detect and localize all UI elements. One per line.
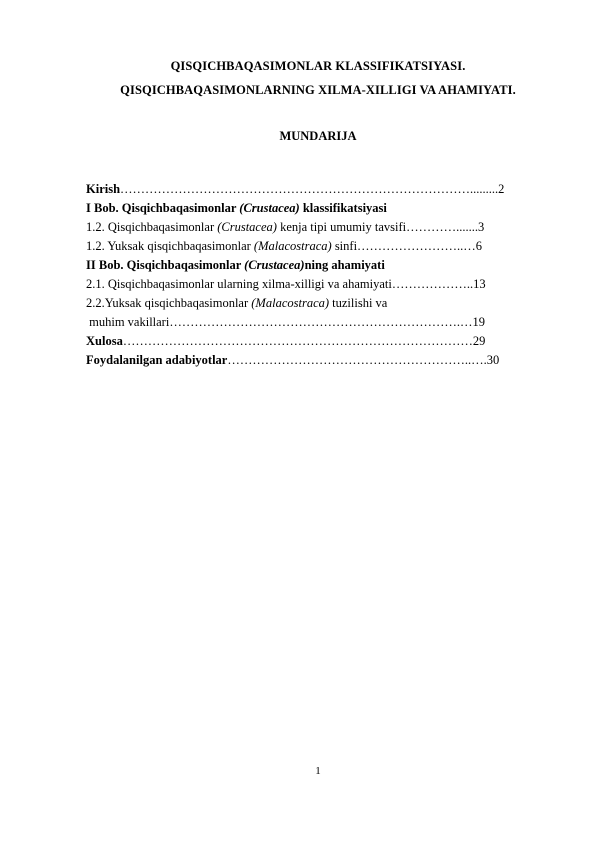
toc-label-latin: (Malacostraca) [253, 239, 332, 253]
toc-section-2-2-b[interactable] [86, 313, 536, 332]
contents-heading: MUNDARIJA [279, 129, 357, 143]
toc-label: 1.2. Yuksak qisqichbaqasimonlar [86, 239, 254, 253]
toc-chapter-2[interactable] [86, 256, 536, 275]
toc-page-number: 30 [486, 353, 500, 367]
document-title-line-2: QISQICHBAQASIMONLARNING XILMA-XILLIGI VA AHAMIYATI. [120, 83, 516, 97]
toc-label: Xulosa [86, 334, 123, 348]
toc-entry-adabiyotlar[interactable] [86, 351, 536, 370]
toc-label-rest: tuzilishi va [329, 296, 388, 310]
toc-label-latin: (Crustacea) [239, 201, 300, 215]
toc-entry-kirish[interactable] [86, 180, 536, 199]
toc-page-number: 2 [498, 182, 505, 196]
toc-section-1-2-a[interactable] [86, 218, 536, 237]
page-number: 1 [315, 765, 321, 777]
toc-leader: ……………………..… [357, 239, 476, 253]
toc-label-rest: sinfi [331, 239, 358, 253]
toc-leader: …………………………………………………..…. [227, 353, 487, 367]
toc-page-number: 19 [472, 315, 485, 329]
toc-section-2-2-a[interactable] [86, 294, 536, 313]
toc-label: Foydalanilgan adabiyotlar [86, 353, 228, 367]
toc-page-number: 29 [472, 334, 486, 348]
toc-label-rest: ning ahamiyati [304, 258, 385, 272]
toc-label: muhim vakillari [86, 315, 170, 329]
toc-leader: …………………………………………………………………………......... [120, 182, 499, 196]
document-title-line-1: QISQICHBAQASIMONLAR KLASSIFIKATSIYASI. [170, 59, 466, 73]
toc-label: 2.1. Qisqichbaqasimonlar ularning xilma-xilligi va ahamiyati [86, 277, 392, 291]
toc-label: II Bob. Qisqichbaqasimonlar [86, 258, 245, 272]
toc-label: Kirish [86, 182, 121, 196]
toc-label-latin: (Malacostraca) [251, 296, 330, 310]
toc-leader: …………....... [406, 220, 478, 234]
toc-label-latin: (Crustacea) [217, 220, 277, 234]
toc-label: 1.2. Qisqichbaqasimonlar [86, 220, 218, 234]
toc-page-number: 3 [477, 220, 485, 234]
toc-section-2-1[interactable] [86, 275, 536, 294]
toc-label: I Bob. Qisqichbaqasimonlar [86, 201, 240, 215]
toc-label-latin: (Crustacea) [244, 258, 305, 272]
toc-chapter-1[interactable] [86, 199, 536, 218]
toc-page-number: 13 [473, 277, 486, 291]
toc-leader: …………………………………………………………….… [169, 315, 473, 329]
toc-label-rest: kenja tipi umumiy tavsifi [276, 220, 407, 234]
toc-leader: ……………….. [391, 277, 474, 291]
toc-label-rest: klassifikatsiyasi [299, 201, 387, 215]
table-of-contents [86, 180, 536, 370]
toc-leader: ………………………………………………………………………… [122, 334, 473, 348]
toc-section-1-2-b[interactable] [86, 237, 536, 256]
toc-page-number: 6 [475, 239, 483, 253]
toc-entry-xulosa[interactable] [86, 332, 536, 351]
toc-label: 2.2.Yuksak qisqichbaqasimonlar [86, 296, 252, 310]
